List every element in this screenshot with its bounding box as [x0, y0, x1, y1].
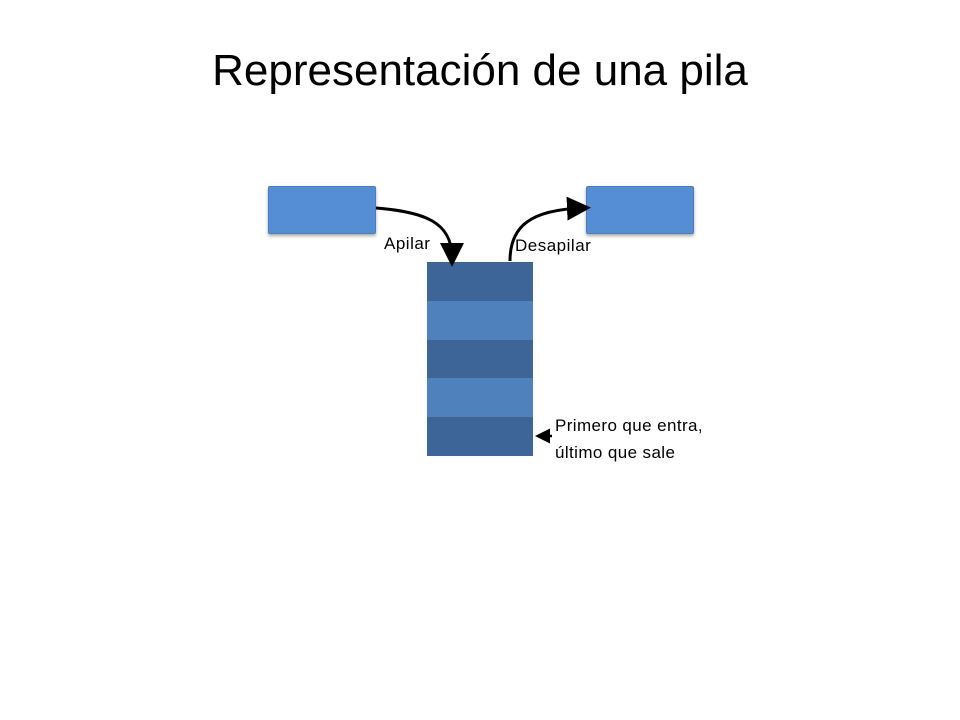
pop-label: Desapilar: [515, 236, 592, 255]
slide-title: Representación de una pila: [212, 46, 748, 95]
push-label: Apilar: [384, 234, 431, 253]
lifo-note: [555, 412, 703, 466]
lifo-note-line-1: Primero que entra,: [555, 416, 703, 435]
lifo-note-line-2: último que sale: [555, 443, 676, 462]
